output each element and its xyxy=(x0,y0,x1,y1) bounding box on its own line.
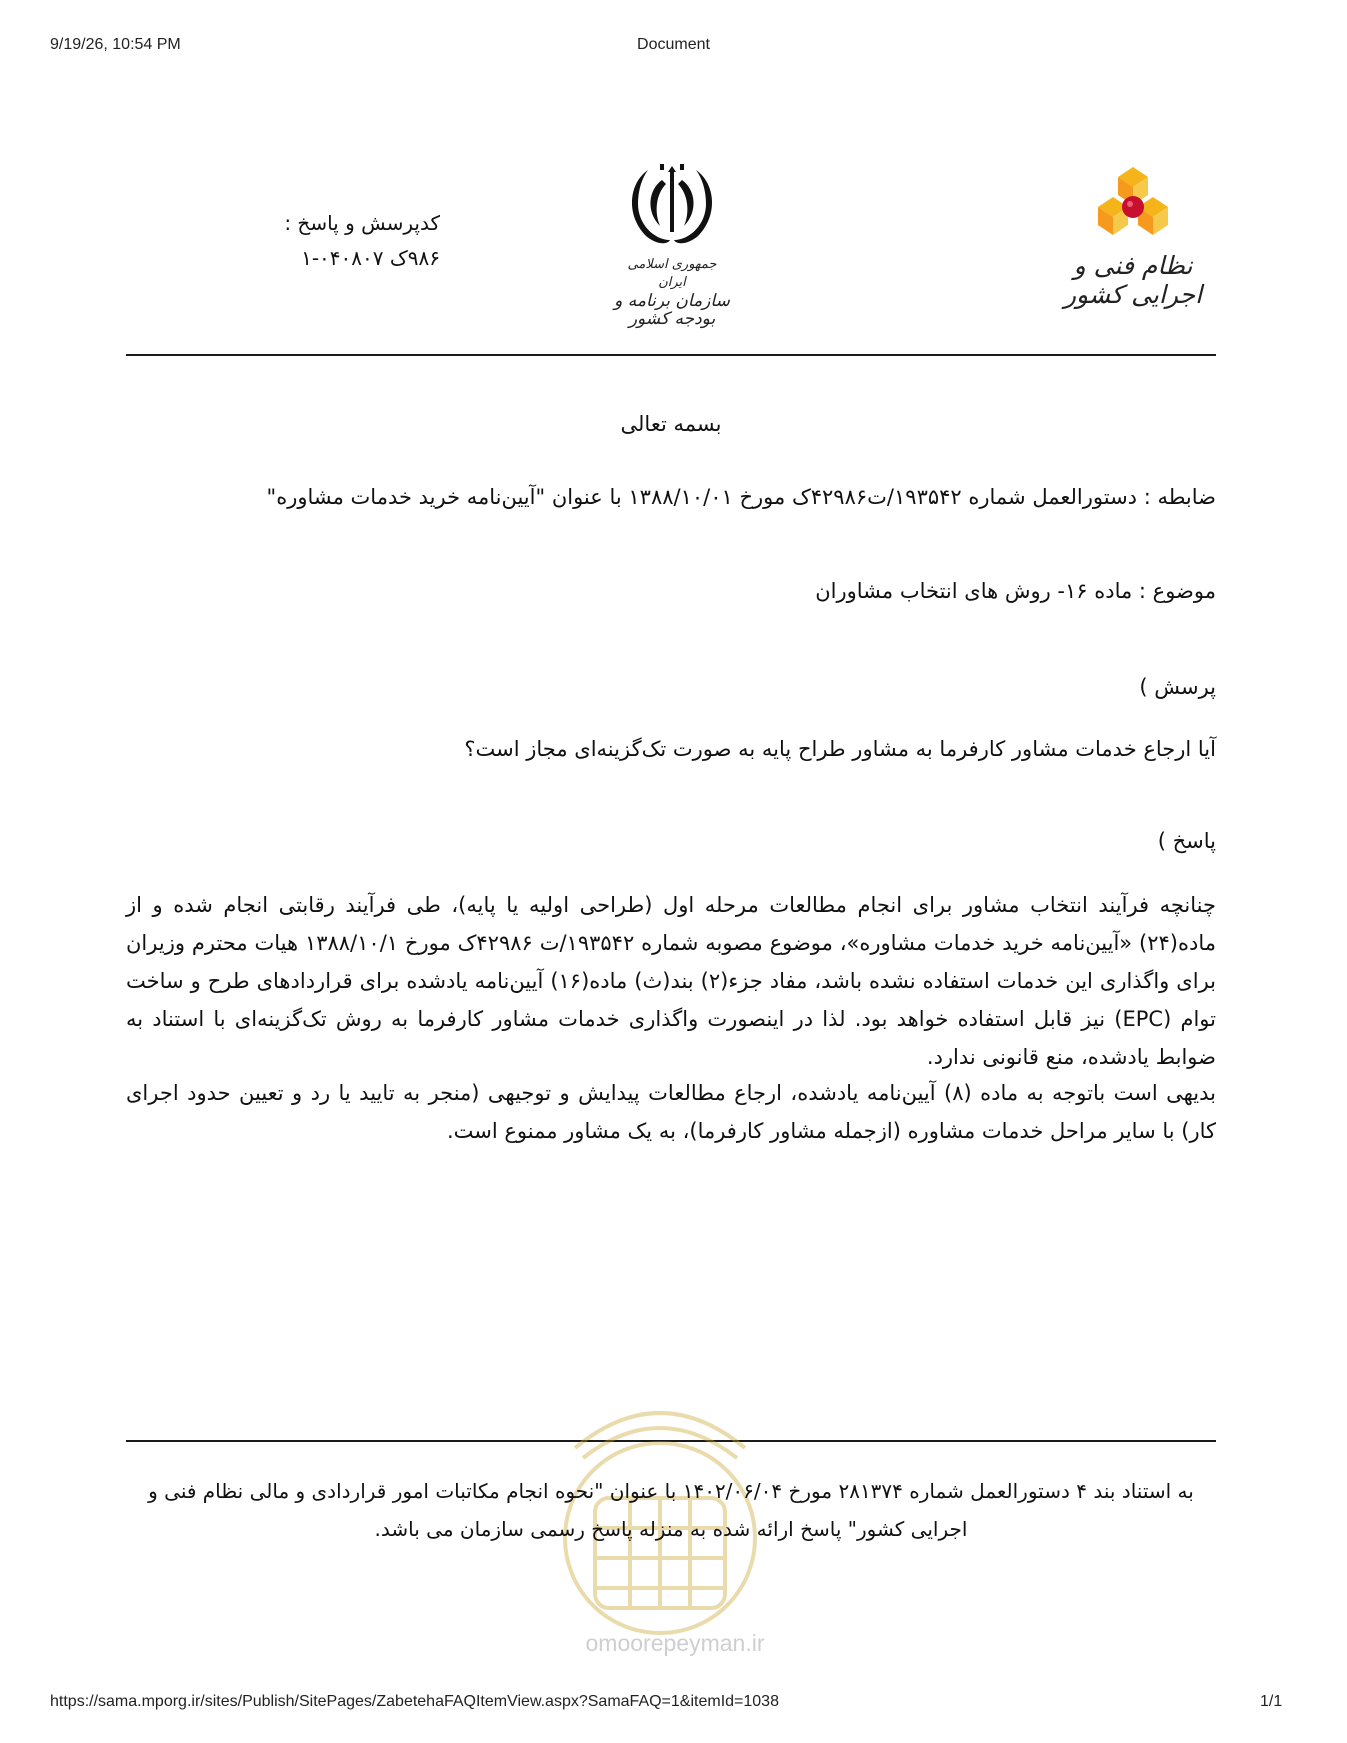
footer-note: به استناد بند ۴ دستورالعمل شماره ۲۸۱۳۷۴ مورخ ۱۴۰۲/۰۶/۰۴ با عنوان "نحوه انجام مکاتبات امور قراردادی و مالی نظام فنی و اجرایی کشور" پاسخ ارائه شده به منزله پاسخ رسمی سازمان می باشد. xyxy=(148,1479,1194,1541)
print-url: https://sama.mporg.ir/sites/Publish/SitePages/ZabetehaFAQItemView.aspx?SamaFAQ=1&itemId=1038 xyxy=(50,1693,779,1710)
question-code-value: ۹۸۶ک ۰۴۰۸۰۷-۱ xyxy=(301,246,440,270)
footer-divider xyxy=(126,1440,1216,1442)
emblem-line-1: جمهوری اسلامی ایران xyxy=(627,257,717,290)
zabeteh-line: ضابطه : دستورالعمل شماره ۱۹۳۵۴۲/ت۴۲۹۸۶ک مورخ ۱۳۸۸/۱۰/۰۱ با عنوان "آیین‌نامه خرید خدمات مشاوره" xyxy=(266,485,1216,509)
cubes-logo-icon xyxy=(1088,165,1178,245)
answer-label: پاسخ ) xyxy=(1157,829,1216,853)
logo-text: نظام فنی و اجرایی کشور xyxy=(1063,251,1203,309)
iran-emblem xyxy=(612,160,732,328)
answer-paragraph-1: چنانچه فرآیند انتخاب مشاور برای انجام مطالعات مرحله اول (طراحی اولیه یا پایه)، طی فرآیند رقابتی انجام شده و از ماده(۲۴) «آیین‌نامه خرید خدمات مشاوره»، موضوع مصوبه شماره ۱۹۳۵۴۲/ت ۴۲۹۸۶ک مورخ ۱۳۸۸/۱۰/۱ هیات محترم وزیران برای واگذاری این خدمات استفاده نشده باشد، مفاد جزء(۲) بند(ث) ماده(۱۶) آیین‌نامه یادشده برای قراردادهای طرح و ساخت توام (EPC) نیز قابل استفاده خواهد بود. لذا در اینصورت واگذاری خدمات مشاور کارفرما به روش تک‌گزینه‌ای با استناد به ضوابط یادشده، منع قانونی ندارد. xyxy=(126,893,1217,1069)
subject-line: موضوع : ماده ۱۶- روش های انتخاب مشاوران xyxy=(815,579,1216,603)
header-divider xyxy=(126,354,1216,356)
answer-paragraph-2: بدیهی است باتوجه به ماده (۸) آیین‌نامه یادشده، ارجاع مطالعات پیدایش و توجیهی (منجر به تایید یا رد و تعیین حدود اجرای کار) با سایر مراحل خدمات مشاوره (ازجمله مشاور کارفرما)، به یک مشاور ممنوع است. xyxy=(126,1081,1217,1143)
print-datetime: 9/19/26, 10:54 PM xyxy=(50,36,181,53)
emblem-icon xyxy=(624,160,720,252)
question-label: پرسش ) xyxy=(1139,675,1216,699)
watermark-site: omoorepeyman.ir xyxy=(585,1630,765,1656)
question-code xyxy=(240,206,440,276)
question-text: آیا ارجاع خدمات مشاور کارفرما به مشاور طراح پایه به صورت تک‌گزینه‌ای مجاز است؟ xyxy=(464,737,1216,761)
print-title: Document xyxy=(637,36,710,53)
print-page-number: 1/1 xyxy=(1260,1693,1283,1710)
emblem-line-2: سازمان برنامه و بودجه کشور xyxy=(614,291,730,329)
nezam-fanni-logo xyxy=(1058,165,1208,309)
question-code-label: کدپرسش و پاسخ : xyxy=(284,211,440,235)
bismillah: بسمه تعالی xyxy=(620,412,722,436)
